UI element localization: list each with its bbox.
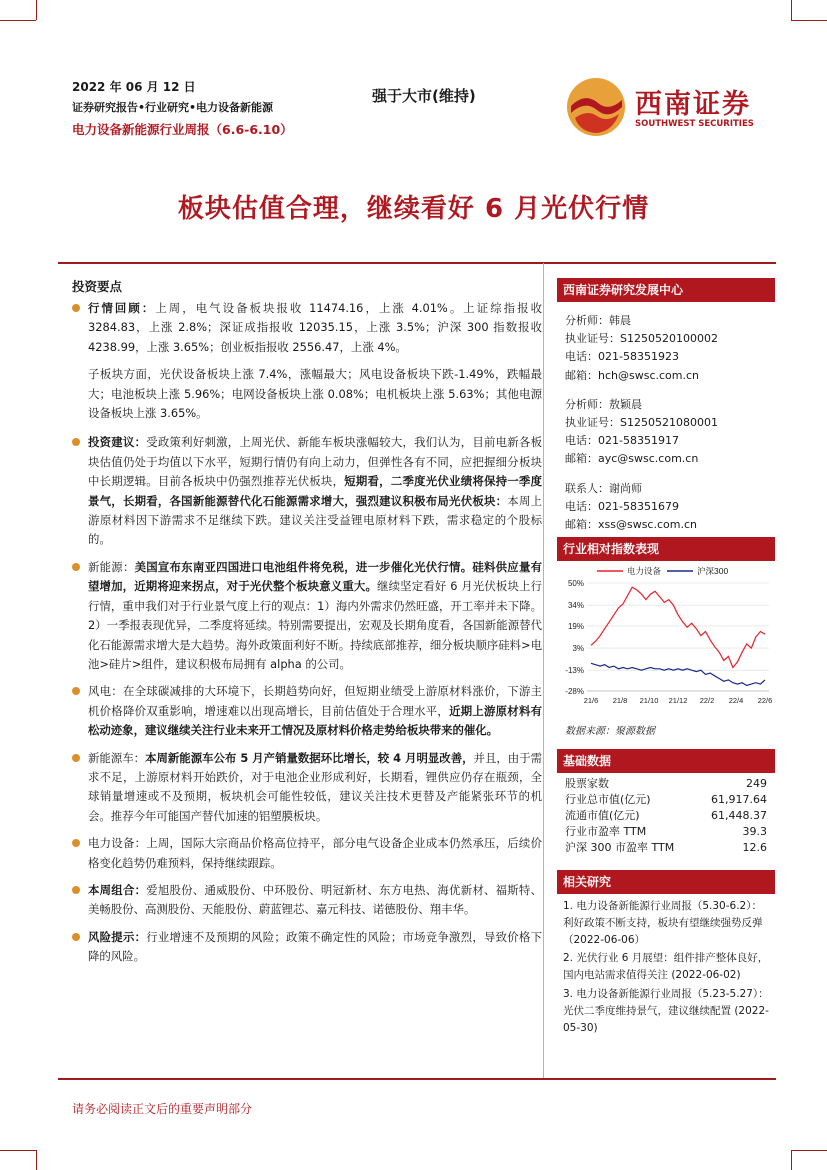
basic-data-label: 沪深 300 市盈率 TTM [565, 841, 675, 854]
contact-name: 联系人：谢尚师 [565, 481, 642, 495]
crop-mark [791, 1150, 792, 1170]
y-tick-label: 3% [572, 644, 584, 654]
line-chart [557, 561, 775, 721]
para-investment-advice: 投资建议：受政策利好刺激，上周光伏、新能车板块涨幅较大，我们认为，目前电新各板块估值仍处于均值以下水平，短期行情仍有向上动力，但弹性各有不同，应把握细分板块中长期逻辑。目前各板块中仍强烈推荐光伏板块，短期看，二季度光伏业绩将保持一季度景气，长期看，各国新能源替代化石能源需求增大，强烈建议积极布局光伏板块：本周上游原材料因下游需求不足继续下跌。建议关注受益锂电原材料下跌，需求稳定的个股标的。 [72, 433, 542, 549]
logo-emblem-icon [565, 76, 627, 138]
bullet-icon [72, 886, 80, 894]
basic-data-row [557, 839, 775, 855]
report-type: 证券研究报告•行业研究•电力设备新能源 [72, 101, 274, 114]
index-chart [557, 561, 775, 721]
basic-data-label: 行业市盈率 TTM [565, 825, 647, 838]
license-number: 执业证号：S1250520100002 [565, 332, 718, 346]
bullet-icon [72, 438, 80, 446]
email[interactable]: 邮箱：ayc@swsc.com.cn [565, 452, 699, 466]
related-research-panel [557, 870, 775, 1038]
logo-name-en: SOUTHWEST SECURITIES [635, 119, 754, 129]
basic-data-label: 流通市值(亿元) [565, 809, 640, 822]
related-item[interactable]: 1. 电力设备新能源行业周报（5.30-6.2）：利好政策不断支持，板块有望继续强势反弹 （2022-06-06） [563, 900, 763, 946]
x-tick-label: 21/10 [639, 696, 659, 705]
column-divider [543, 263, 544, 1078]
bullet-icon [72, 839, 80, 847]
y-tick-label: 19% [567, 621, 584, 631]
license-number: 执业证号：S1250521080001 [565, 416, 718, 430]
y-tick-label: 34% [567, 601, 584, 611]
legend-label: 沪深300 [697, 566, 729, 576]
basic-data-row [557, 823, 775, 839]
email[interactable]: 邮箱：xss@swsc.com.cn [565, 518, 697, 532]
x-tick-label: 22/6 [757, 696, 773, 705]
related-item[interactable]: 3. 电力设备新能源行业周报（5.23-5.27）：光伏二季度维持景气，建议继续配置 (2022-05-30) [563, 987, 769, 1034]
para-portfolio: 本周组合：爱旭股份、通威股份、中环股份、明冠新材、东方电热、海优新材、福斯特、美畅股份、高测股份、天能股份、蔚蓝锂芯、嘉元科技、诺德股份、翔丰华。 [72, 881, 542, 920]
basic-data-panel [557, 749, 775, 855]
basic-data-row [557, 775, 775, 791]
basic-data-title: 基础数据 [557, 749, 775, 773]
series-line-0 [591, 587, 765, 667]
basic-data-label: 行业总市值(亿元) [565, 793, 651, 806]
chart-source: 数据来源：聚源数据 [565, 726, 655, 737]
x-tick-label: 21/12 [668, 696, 688, 705]
basic-data-row [557, 791, 775, 807]
index-chart-panel [557, 537, 775, 561]
report-date: 2022 年 06 月 12 日 [72, 80, 196, 94]
bullet-icon [72, 563, 80, 571]
x-tick-label: 22/2 [699, 696, 715, 705]
main-title: 板块估值合理，继续看好 6 月光伏行情 [177, 194, 650, 224]
bullet-icon [72, 687, 80, 695]
divider [58, 262, 776, 264]
para-new-energy: 新能源：美国宣布东南亚四国进口电池组件将免税，进一步催化光伏行情。硅料供应量有望增加，近期将迎来拐点，对于光伏整个板块意义重大。继续坚定看好 6 月光伏板块上行行情，重申我们对于行业景气度上行的观点：1）海内外需求仍然旺盛，开工率并未下降。2）一季报表现优异，二季度将延续。特别需要提出，宏观及长期角度看，各国新能源替代化石能源需求增大是大趋势。海外政策面利好不断。持续底部推荐，细分板块顺序硅料>电池>硅片>组件，建议积极布局拥有 alpha 的公司。 [72, 558, 542, 674]
basic-data-value: 12.6 [742, 840, 767, 854]
para-market-review: 行情回顾：上周，电气设备板块报收 11474.16，上涨 4.01%。上证综指报收 3284.83，上涨 2.8%；深证成指报收 12035.15，上涨 3.5%；沪深 300 指数报收 4238.99，上涨 3.65%；创业板指报收 2556.47，上涨 4%。 [72, 299, 542, 357]
rating: 强于大市(维持) [372, 87, 476, 105]
phone: 电话：021-58351917 [565, 434, 679, 448]
crop-mark [791, 20, 827, 21]
bullet-icon [72, 933, 80, 941]
disclaimer-note: 请务必阅读正文后的重要声明部分 [72, 1102, 253, 1116]
para-wind-power: 风电：在全球碳减排的大环境下，长期趋势向好，但短期业绩受上游原材料涨价，下游主机价格降价双重影响，增速难以出现高增长，目前估值处于合理水平，近期上游原材料有松动迹象，建议继续关注行业未来开工情况及原材料价格走势给板块带来的催化。 [72, 682, 542, 740]
para-new-energy-vehicle: 新能源车：本周新能源车公布 5 月产销量数据环比增长，较 4 月明显改善，并且，由于需求不足，上游原材料开始跌价，对于电池企业形成利好，长期看，锂供应仍存在瓶颈，全球销量增速或不及预期，板块机会可能性较低，建议关注技术更替及产能紧张环节的机会。推荐今年可能国产替代加速的铝塑膜板块。 [72, 749, 542, 827]
basic-data-label: 股票家数 [565, 777, 609, 790]
section-title: 投资要点 [72, 279, 123, 294]
phone: 电话：021-58351679 [565, 499, 679, 513]
basic-data-value: 249 [746, 776, 767, 790]
related-item[interactable]: 2. 光伏行业 6 月展望：组件排产整体良好，国内电站需求值得关注 (2022-06-02) [563, 952, 769, 982]
basic-data-row [557, 807, 775, 823]
legend-label: 电力设备 [627, 566, 662, 576]
weekly-title: 电力设备新能源行业周报（6.6-6.10） [72, 122, 293, 137]
index-chart-title: 行业相对指数表现 [557, 537, 775, 561]
crop-mark [36, 0, 37, 20]
y-tick-label: -13% [565, 666, 584, 676]
basic-data-value: 39.3 [742, 824, 767, 838]
series-line-1 [591, 663, 765, 685]
crop-mark [0, 1150, 36, 1151]
phone: 电话：021-58351923 [565, 350, 679, 364]
logo-name-cn: 西南证券 [635, 89, 751, 120]
para-subsector: 子板块方面，光伏设备板块上涨 7.4%，涨幅最大；风电设备板块下跌-1.49%，跌幅最大；电池板块上涨 5.96%；电网设备板块上涨 0.08%；电机板块上涨 5.63%；其他电源设备板块上涨 3.65%。 [88, 367, 542, 421]
company-logo [565, 76, 765, 138]
x-tick-label: 22/4 [728, 696, 744, 705]
crop-mark [791, 1150, 827, 1151]
para-power-equipment: 电力设备：上周，国际大宗商品价格高位持平，部分电气设备企业成本仍然承压，后续价格变化趋势仍难预料，保持继续跟踪。 [72, 834, 542, 873]
body-column [72, 299, 542, 975]
basic-data-value: 61,917.64 [711, 792, 767, 806]
x-tick-label: 21/6 [583, 696, 599, 705]
research-center-title: 西南证券研究发展中心 [557, 278, 775, 302]
basic-data-table [557, 775, 775, 855]
research-center-panel [557, 278, 775, 534]
y-tick-label: 50% [567, 579, 584, 588]
crop-mark [36, 1150, 37, 1170]
crop-mark [791, 0, 792, 20]
bullet-icon [72, 304, 80, 312]
analyst-name: 分析师：敖颖晨 [565, 397, 642, 411]
y-tick-label: -28% [565, 687, 584, 696]
related-research-list [557, 894, 775, 1036]
x-tick-label: 21/8 [612, 696, 628, 705]
divider [58, 1078, 776, 1080]
crop-mark [0, 20, 36, 21]
analyst-name: 分析师：韩晨 [565, 314, 631, 327]
basic-data-value: 61,448.37 [711, 808, 767, 822]
para-risk: 风险提示：行业增速不及预期的风险；政策不确定性的风险；市场竞争激烈，导致价格下降的风险。 [72, 928, 542, 967]
related-research-title: 相关研究 [557, 870, 775, 894]
bullet-icon [72, 754, 80, 762]
email[interactable]: 邮箱：hch@swsc.com.cn [565, 368, 700, 382]
